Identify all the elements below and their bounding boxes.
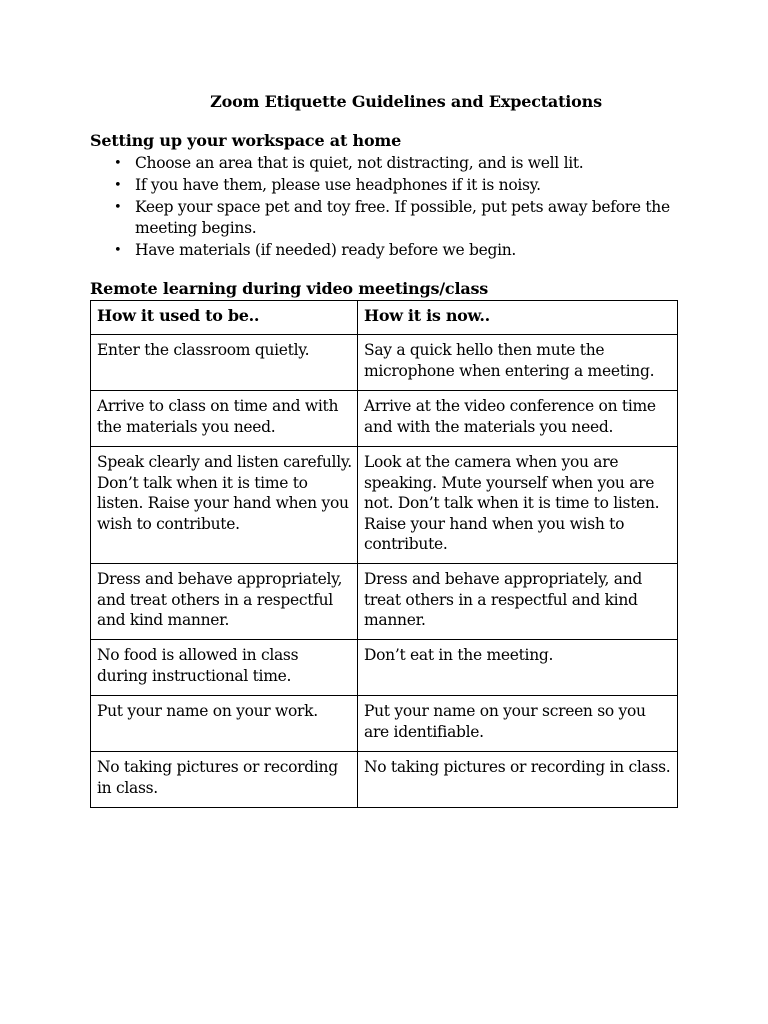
bullet-icon: •: [114, 156, 122, 171]
table-cell-before: No taking pictures or recording in class.: [91, 752, 358, 808]
bullet-icon: •: [114, 200, 122, 215]
table-row: [91, 335, 678, 391]
table-row: [91, 752, 678, 808]
table-row: [91, 640, 678, 696]
bullet-icon: •: [114, 243, 122, 258]
table-cell-before: Enter the classroom quietly.: [91, 335, 358, 391]
table-header-row: [91, 301, 678, 335]
table-cell-now: Look at the camera when you are speaking. Mute yourself when you are not. Don’t talk when it is time to listen. Raise your hand when you wish to contribute.: [358, 447, 678, 564]
column-header-before: How it used to be..: [91, 301, 358, 335]
table-row: [91, 564, 678, 640]
list-item: [112, 240, 687, 261]
table-cell-now: Arrive at the video conference on time and with the materials you need.: [358, 391, 678, 447]
table-cell-now: Put your name on your screen so you are identifiable.: [358, 696, 678, 752]
list-item-text: Choose an area that is quiet, not distracting, and is well lit.: [135, 154, 584, 172]
table-row: [91, 696, 678, 752]
remote-learning-heading: Remote learning during video meetings/class: [90, 279, 489, 298]
table-cell-now: Don’t eat in the meeting.: [358, 640, 678, 696]
table-cell-now: Say a quick hello then mute the microphone when entering a meeting.: [358, 335, 678, 391]
list-item: [112, 197, 687, 239]
table-cell-before: No food is allowed in class during instructional time.: [91, 640, 358, 696]
column-header-now: How it is now..: [358, 301, 678, 335]
workspace-list: [112, 153, 687, 262]
bullet-icon: •: [114, 178, 122, 193]
table-cell-before: Arrive to class on time and with the materials you need.: [91, 391, 358, 447]
list-item-text: If you have them, please use headphones if it is noisy.: [135, 176, 541, 194]
table-row: [91, 391, 678, 447]
table-cell-before: Put your name on your work.: [91, 696, 358, 752]
list-item: [112, 175, 687, 196]
table-cell-before: Speak clearly and listen carefully. Don’t talk when it is time to listen. Raise your hand when you wish to contribute.: [91, 447, 358, 564]
list-item-text: Keep your space pet and toy free. If possible, put pets away before the meeting begins.: [135, 198, 670, 237]
workspace-heading: Setting up your workspace at home: [90, 131, 402, 150]
list-item: [112, 153, 687, 174]
table-cell-now: No taking pictures or recording in class.: [358, 752, 678, 808]
list-item-text: Have materials (if needed) ready before we begin.: [135, 241, 517, 259]
comparison-table: [90, 300, 678, 808]
table-cell-before: Dress and behave appropriately, and treat others in a respectful and kind manner.: [91, 564, 358, 640]
table-row: [91, 447, 678, 564]
table-cell-now: Dress and behave appropriately, and treat others in a respectful and kind manner.: [358, 564, 678, 640]
page-title: Zoom Etiquette Guidelines and Expectations: [210, 92, 602, 111]
